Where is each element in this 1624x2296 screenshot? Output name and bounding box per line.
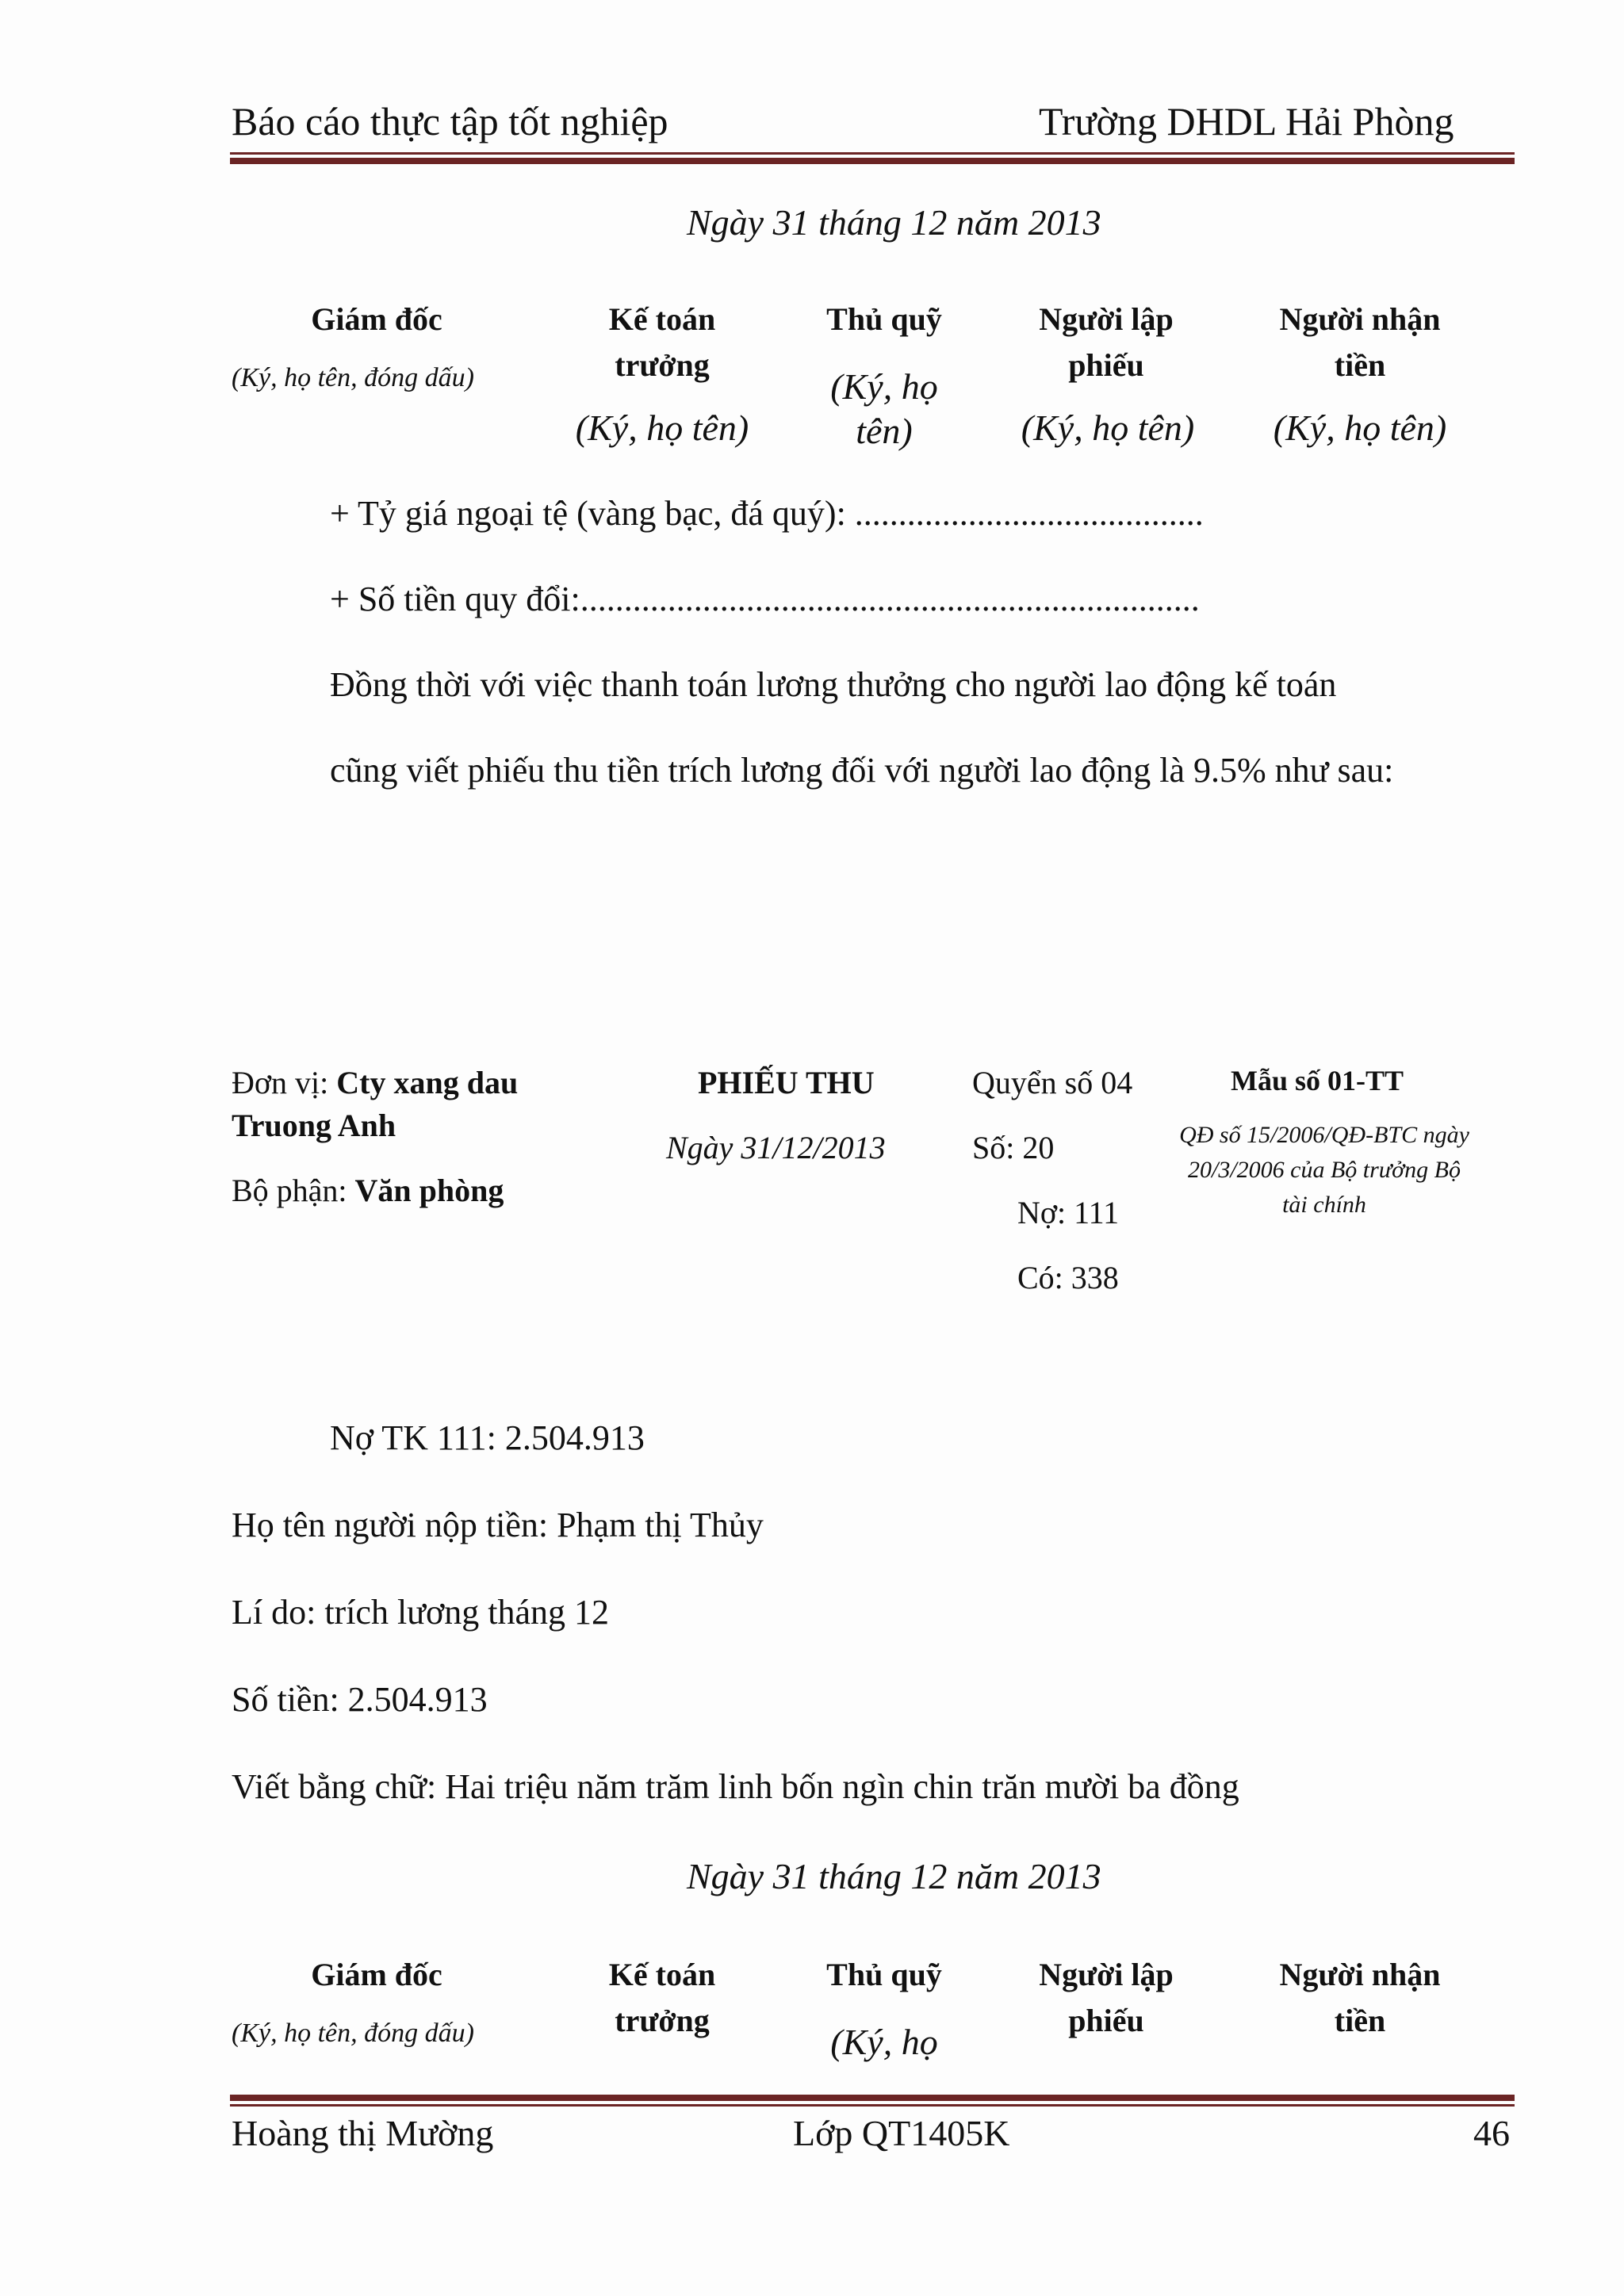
bottom-sig-title-cashier: Thủ quỹ	[826, 1957, 942, 1992]
footer-class: Lớp QT1405K	[793, 2113, 1010, 2153]
form-title: PHIẾU THU	[698, 1065, 875, 1100]
form-unit-value-2: Truong Anh	[232, 1108, 396, 1143]
form-book-number: Quyển số 04	[972, 1065, 1133, 1100]
form-credit: Có: 338	[1017, 1260, 1119, 1295]
form-date: Ngày 31/12/2013	[666, 1130, 886, 1165]
sig-title-director: Giám đốc	[311, 301, 442, 337]
bottom-sig-title-receiver: Người nhận tiền	[1279, 1957, 1441, 2038]
form-unit-value: Cty xang dau	[336, 1065, 519, 1100]
form-template-number: Mẫu số 01-TT	[1231, 1065, 1404, 1096]
sig-sub-chief-accountant: (Ký, họ tên)	[575, 408, 749, 448]
sig-title-preparer: Người lập phiếu	[1039, 301, 1174, 383]
top-signature-date: Ngày 31 tháng 12 năm 2013	[687, 202, 1101, 243]
header-right: Trường DHDL Hải Phòng	[1039, 99, 1454, 144]
form-regulation: QĐ số 15/2006/QĐ-BTC ngày 20/3/2006 của Bộ trưởng Bộ tài chính	[1179, 1122, 1469, 1218]
form-debit: Nợ: 111	[1017, 1195, 1120, 1230]
bottom-sig-title-chief-accountant: Kế toán trưởng	[608, 1957, 716, 2038]
converted-amount-line: + Số tiền quy đổi:.......................................................................	[330, 580, 1200, 618]
form-department-value: Văn phòng	[354, 1173, 504, 1208]
form-department-label: Bộ phận:	[232, 1173, 355, 1208]
footer-rule-thick	[230, 2095, 1515, 2101]
sig-title-receiver: Người nhận tiền	[1279, 301, 1441, 383]
bottom-sig-title-preparer: Người lập phiếu	[1039, 1957, 1174, 2038]
footer-rule-thin	[230, 2104, 1515, 2107]
paragraph-line-2: cũng viết phiếu thu tiền trích lương đối với người lao động là 9.5% như sau:	[330, 751, 1394, 790]
header-left: Báo cáo thực tập tốt nghiệp	[232, 99, 668, 144]
header-rule-thin	[230, 152, 1515, 155]
reason-line: Lí do: trích lương tháng 12	[232, 1593, 610, 1632]
bottom-sig-title-director: Giám đốc	[311, 1957, 442, 1992]
sig-sub-preparer: (Ký, họ tên)	[1021, 408, 1195, 448]
sig-sub-cashier: (Ký, họ tên)	[830, 366, 938, 451]
header-rule-thick	[230, 158, 1515, 164]
amount-line: Số tiền: 2.504.913	[232, 1680, 488, 1719]
paragraph-line-1: Đồng thời với việc thanh toán lương thưởng cho người lao động kế toán	[330, 665, 1337, 704]
footer-author: Hoàng thị Mường	[232, 2113, 494, 2153]
exchange-rate-line: + Tỷ giá ngoại tệ (vàng bạc, đá quý): ........................................	[330, 494, 1204, 533]
sig-sub-director: (Ký, họ tên, đóng dấu)	[232, 363, 474, 392]
bottom-signature-date: Ngày 31 tháng 12 năm 2013	[687, 1856, 1101, 1896]
form-unit-label: Đơn vị:	[232, 1065, 337, 1100]
debit-account-line: Nợ TK 111: 2.504.913	[330, 1418, 645, 1457]
payer-line: Họ tên người nộp tiền: Phạm thị Thủy	[232, 1506, 764, 1544]
sig-title-cashier: Thủ quỹ	[826, 301, 942, 337]
sig-sub-receiver: (Ký, họ tên)	[1273, 408, 1447, 448]
form-unit	[232, 1064, 518, 1101]
footer-page-number: 46	[1473, 2113, 1510, 2153]
sig-title-chief-accountant: Kế toán trưởng	[608, 301, 716, 383]
amount-in-words-line: Viết bằng chữ: Hai triệu năm trăm linh bốn ngìn chin trăn mười ba đồng	[232, 1767, 1239, 1806]
form-department	[232, 1172, 504, 1209]
bottom-sig-sub-cashier: (Ký, họ	[830, 2022, 938, 2062]
bottom-sig-sub-director: (Ký, họ tên, đóng dấu)	[232, 2019, 474, 2048]
form-number: Số: 20	[972, 1130, 1055, 1165]
